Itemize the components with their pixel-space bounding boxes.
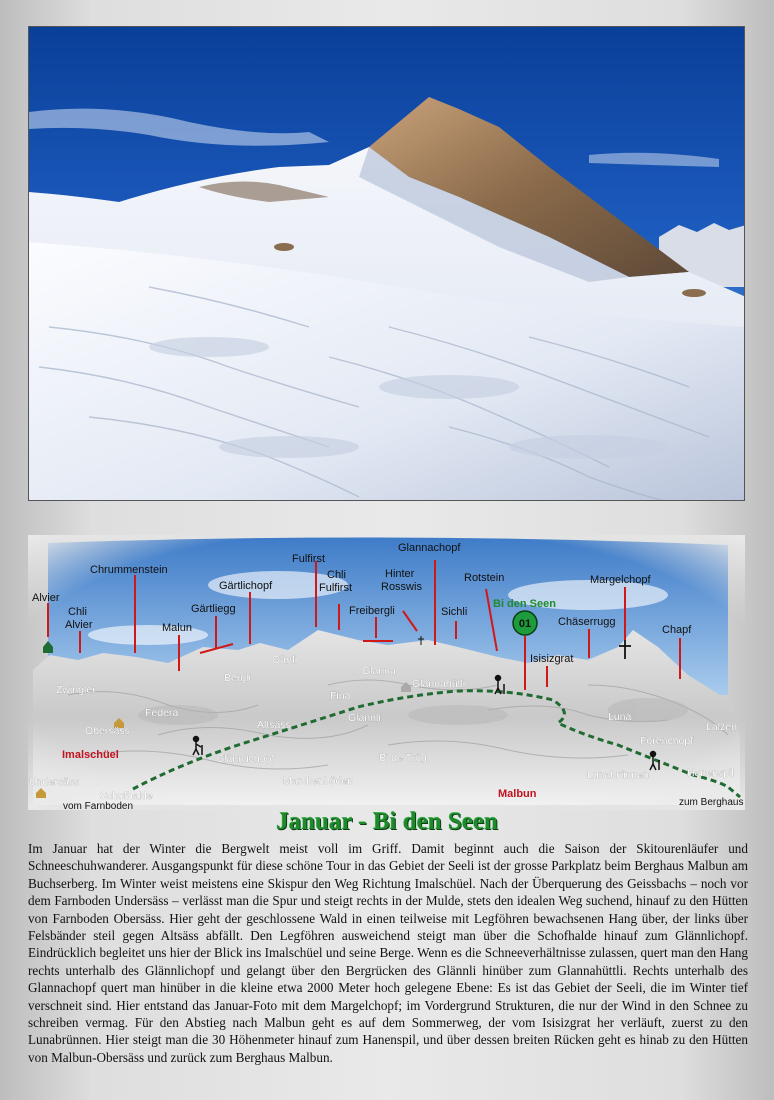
- terrain-label-undersaess: Undersäss: [29, 776, 80, 788]
- route-start-label: vom Farnboden: [63, 801, 134, 810]
- peak-label-chli-alvier: Chli: [68, 606, 87, 618]
- peak-label-chapf: Chapf: [662, 624, 692, 636]
- photo-illustration: [29, 27, 745, 501]
- route-end-label: zum Berghaus: [679, 797, 744, 808]
- winter-mountain-photo: [28, 26, 745, 501]
- terrain-label-glaennli: Glännli: [348, 712, 381, 724]
- terrain-label-glanna: Glanna: [362, 665, 396, 677]
- peak-label-chli-fulfirst: Chli: [327, 569, 346, 581]
- peak-label-gaertlichopf: Gärtlichopf: [219, 580, 273, 592]
- peak-label-glannachopf: Glannachopf: [398, 542, 461, 554]
- panorama-illustration: [28, 535, 745, 810]
- terrain-label-federa: Federa: [145, 707, 179, 719]
- terrain-label-altsaess: Altsäss: [257, 719, 291, 731]
- peak-label-hinter-rosswis: Rosswis: [381, 581, 422, 593]
- terrain-label-luna: Luna: [608, 711, 632, 723]
- terrain-label-obersaess: Obersäss: [85, 725, 130, 737]
- terrain-label-lalzen: Lalzen: [706, 721, 737, 733]
- terrain-label-marchenboeden: Marchenböden: [283, 775, 354, 787]
- terrain-label-zwingler: Zwingler: [56, 684, 96, 696]
- page-title: Januar - Bi den Seen: [276, 808, 498, 835]
- peak-label-chrummenstein: Chrummenstein: [90, 564, 168, 576]
- region-label-malbun: Malbun: [498, 788, 537, 800]
- route-number-badge: [513, 611, 537, 635]
- peak-label-sichli: Sichli: [441, 606, 468, 618]
- terrain-label-fina: Fina: [330, 690, 351, 702]
- peak-label-rotstein: Rotstein: [464, 572, 505, 584]
- peak-label-gaertliegg: Gärtliegg: [191, 603, 236, 615]
- peak-label-hinter-rosswis: Hinter: [385, 568, 415, 580]
- peak-label-bi-den-seen: Bi den Seen: [493, 598, 556, 610]
- peak-label-chli-alvier: Alvier: [65, 619, 93, 631]
- terrain-label-glaennlichopf: Glännlichopf: [216, 753, 275, 765]
- peak-label-alvier: Alvier: [32, 592, 60, 604]
- terrain-label-hanenspil: Hanenspil: [687, 767, 734, 779]
- terrain-label-bi-de-troeg: Bi de Trög: [379, 752, 427, 764]
- peak-label-chaeserrugg: Chäserrugg: [558, 616, 616, 628]
- peak-label-chli-fulfirst: Fulfirst: [319, 582, 352, 594]
- terrain-label-gaertli: Gärtli: [272, 654, 298, 666]
- body-text: Im Januar hat der Winter die Bergwelt meist voll im Griff. Damit beginnt auch die Saison der Skitourenläufer und Schneeschuhwanderer. Ausgangspunkt für diese schöne Tour in das Gebiet der Seeli ist der grosse Parkplatz beim Berghaus Malbun am Buchserberg. Im Winter weist meistens eine Skispur den Weg Richtung Imalschüel. Nach der Überquerung des Geissbachs – noch vor dem Farnboden Undersäss – verlässt man die Spur und steigt rechts in der Mulde, stets den idealen Weg suchend, hinauf zu den Hütten von Farnboden Obersäss. Hier geht der geschlossene Wald in einen teilweise mit Legföhren bewachsenen Hang über, der links über Felsbänder steil gegen Altsäss abfällt. Den Legföhren ausweichend steigt man über die Schofhalde hinauf zum Glännlichopf. Eindrücklich begleitet uns hier der Blick ins Imalschüel und seine Berge. Wenn es die Schneeverhältnisse zulassen, quert man den Hang rechts unterhalb des Glännlichopf und gelangt über den Bergrücken des Glännli hinüber zum Glannahüttli. Rechts unterhalb des Glannachopf quert man hinüber in die kleine etwa 2000 Meter hoch gelegene Ebene: Es ist das Gebiet der Seeli, die im Winter tief verschneit sind. Hier entstand das Januar-Foto mit dem Margelchopf; im Vordergrund Strukturen, die nur der Wind in den Schnee zu schreiben vermag. Für den Abstieg nach Malbun geht es auf dem Sommerweg, der vom Isisizgrat her verläuft, zuerst zu den Lunabrünnen. Hier steigt man die 30 Höhenmeter hinauf zum Hanenspil, und über dessen breiten Rücken geht es hinab zu den Hütten von Malbun-Obersäss und zurück zum Berghaus Malbun.: [28, 841, 748, 1065]
- terrain-label-forenchopf: Forenchopf: [640, 735, 694, 747]
- peak-label-malun: Malun: [162, 622, 192, 634]
- cloud: [589, 153, 719, 167]
- panorama-map: [28, 535, 745, 810]
- peak-label-margelchopf: Margelchopf: [590, 574, 651, 586]
- terrain-label-schofhalde: Schofhalde: [100, 790, 153, 802]
- terrain-label-glannahuettli: Glannahütli: [412, 678, 466, 690]
- route-number: 01: [518, 618, 532, 630]
- terrain-label-bergli: Bergli: [224, 672, 251, 684]
- peak-label-freibergli: Freibergli: [349, 605, 395, 617]
- peak-label-isisizgrat: Isisizgrat: [530, 653, 574, 665]
- peak-label-fulfirst: Fulfirst: [292, 553, 325, 565]
- region-label-imalschuel: Imalschüel: [62, 749, 119, 761]
- cloud: [29, 109, 329, 146]
- terrain-label-lunabruennen: Lunabrünnen: [587, 769, 649, 781]
